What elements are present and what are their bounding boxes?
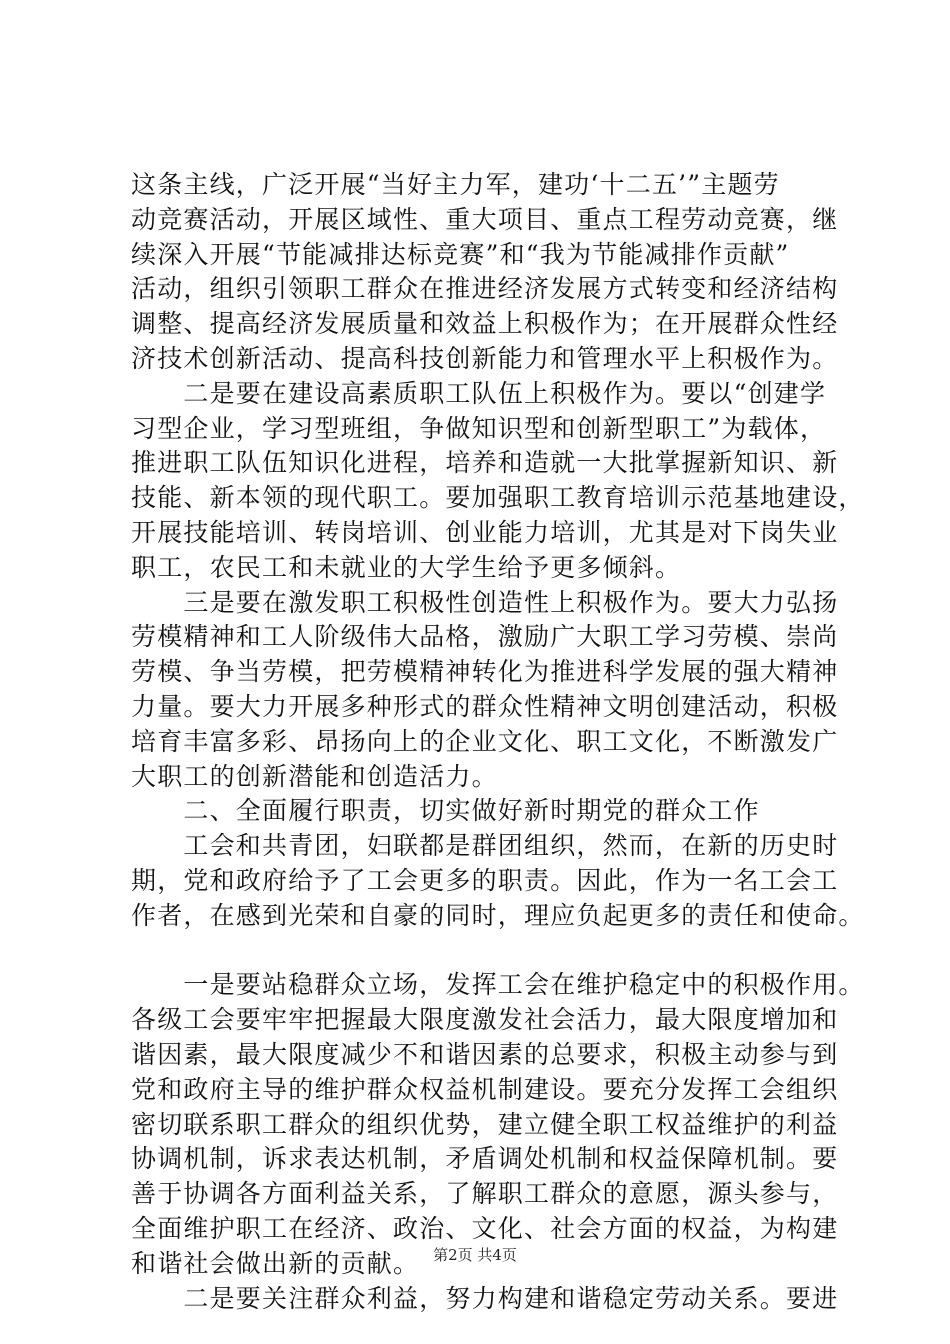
text-line: 培育丰富多彩、昂扬向上的企业文化、职工文化，不断激发广: [131, 726, 839, 756]
text-line: 大职工的创新潜能和创造活力。: [131, 761, 498, 791]
text-line: 济技术创新活动、提高科技创新能力和管理水平上积极作为。: [131, 343, 839, 373]
text-line: 技能、新本领的现代职工。要加强职工教育培训示范基地建设，: [131, 483, 865, 513]
text-line: 动竞赛活动，开展区域性、重大项目、重点工程劳动竞赛，继: [131, 204, 839, 234]
text-line: 续深入开展“节能减排达标竞赛”和“我为节能减排作贡献”: [131, 239, 790, 269]
text-line: 活动，组织引领职工群众在推进经济发展方式转变和经济结构: [131, 274, 839, 304]
text-line: 谐因素，最大限度减少不和谐因素的总要求，积极主动参与到: [131, 1039, 839, 1069]
text-line: 期，党和政府给予了工会更多的职责。因此，作为一名工会工: [131, 865, 839, 895]
page-footer: 第2页 共4页: [433, 1246, 517, 1264]
text-line: 二、全面履行职责，切实做好新时期党的群众工作: [131, 796, 760, 826]
text-line: 劳模精神和工人阶级伟大品格，激励广大职工学习劳模、崇尚: [131, 622, 839, 652]
text-line: 二是要在建设高素质职工队伍上积极作为。要以“创建学: [131, 378, 827, 408]
text-line: 密切联系职工群众的组织优势，建立健全职工权益维护的利益: [131, 1109, 839, 1139]
text-line: 一是要站稳群众立场，发挥工会在维护稳定中的积极作用。: [131, 970, 865, 1000]
text-line: 工会和共青团，妇联都是群团组织，然而，在新的历史时: [131, 831, 839, 861]
text-line: 劳模、争当劳模，把劳模精神转化为推进科学发展的强大精神: [131, 657, 839, 687]
text-line: 开展技能培训、转岗培训、创业能力培训，尤其是对下岗失业: [131, 517, 839, 547]
text-line: 协调机制，诉求表达机制，矛盾调处机制和权益保障机制。要: [131, 1144, 839, 1174]
text-line: 和谐社会做出新的贡献。: [131, 1248, 420, 1278]
text-line: 各级工会要牢牢把握最大限度激发社会活力，最大限度增加和: [131, 1005, 839, 1035]
text-line: 职工，农民工和未就业的大学生给予更多倾斜。: [131, 552, 682, 582]
text-line: 作者，在感到光荣和自豪的同时，理应负起更多的责任和使命。: [131, 900, 865, 930]
text-line: 二是要关注群众利益，努力构建和谐稳定劳动关系。要进: [131, 1283, 839, 1313]
text-line: 推进职工队伍知识化进程，培养和造就一大批掌握新知识、新: [131, 448, 839, 478]
paragraph-gap: [131, 934, 831, 969]
text-line: 全面维护职工在经济、政治、文化、社会方面的权益，为构建: [131, 1213, 839, 1243]
text-line: 三是要在激发职工积极性创造性上积极作为。要大力弘扬: [131, 587, 839, 617]
text-line: 习型企业，学习型班组，争做知识型和创新型职工”为载体，: [131, 413, 827, 443]
text-line: 这条主线，广泛开展“当好主力军，建功‘十二五’”主题劳: [131, 170, 780, 199]
document-body: [131, 168, 865, 1316]
text-line: 党和政府主导的维护群众权益机制建设。要充分发挥工会组织: [131, 1074, 839, 1104]
text-line: 调整、提高经济发展质量和效益上积极作为；在开展群众性经: [131, 309, 839, 339]
text-line: 善于协调各方面利益关系，了解职工群众的意愿，源头参与，: [131, 1179, 839, 1209]
text-line: 力量。要大力开展多种形式的群众性精神文明创建活动，积极: [131, 691, 839, 721]
